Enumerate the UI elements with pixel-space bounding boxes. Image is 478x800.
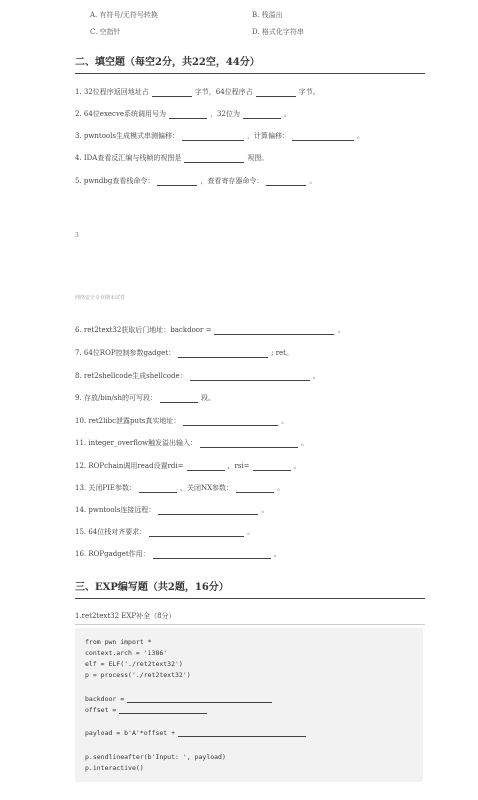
question-6-end: 。 xyxy=(337,326,345,334)
code-line-payload-text: payload = b'A'*offset + xyxy=(85,729,176,737)
option-c: C. 空指针 xyxy=(90,27,121,36)
question-5 xyxy=(75,176,435,186)
code-line-3: elf = ELF('./ret2text32') xyxy=(85,660,183,668)
code-backdoor-blank[interactable] xyxy=(127,696,272,703)
option-a: A. 有符号/无符号转换 xyxy=(90,10,158,19)
running-header: 网络安全专业期末试卷 xyxy=(75,295,126,301)
code-line-payload xyxy=(85,729,306,737)
question-15-blank-1[interactable] xyxy=(149,529,244,537)
choice-options xyxy=(90,6,390,40)
question-13-mid: ，关闭NX参数： xyxy=(179,484,234,492)
question-4-text: 4. IDA查看反汇编与栈帧的视图是 xyxy=(75,154,182,162)
question-3-text: 3. pwntools生成模式串测偏移： xyxy=(75,132,179,140)
question-4-end: 视图。 xyxy=(247,154,269,162)
question-7 xyxy=(75,348,435,358)
question-12 xyxy=(75,461,435,471)
question-13-blank-1[interactable] xyxy=(139,485,177,493)
question-7-text: 7. 64位ROP控制参数gadget： xyxy=(75,349,176,357)
options-row-1 xyxy=(90,6,390,23)
question-2-text: 2. 64位execve系统调用号为 xyxy=(75,110,167,118)
question-6-text: 6. ret2text32获取后门地址：backdoor = xyxy=(75,326,212,334)
question-8 xyxy=(75,371,435,381)
code-line-interactive: p.interactive() xyxy=(85,764,144,772)
question-15-text: 15. 64位栈对齐要求： xyxy=(75,528,147,536)
question-9-blank-1[interactable] xyxy=(160,395,198,403)
question-10 xyxy=(75,416,435,426)
question-2-blank-1[interactable] xyxy=(169,111,207,119)
question-1-blank-2[interactable] xyxy=(256,89,296,97)
code-offset-blank[interactable] xyxy=(119,707,207,714)
question-10-text: 10. ret2libc泄露puts真实地址： xyxy=(75,417,181,425)
code-line-4: p = process('./ret2text32') xyxy=(85,671,191,679)
question-13-end: 。 xyxy=(277,484,285,492)
question-1-mid: 字节，64位程序占 xyxy=(194,88,253,96)
code-line-offset xyxy=(85,706,207,714)
question-5-text: 5. pwndbg查看栈命令： xyxy=(75,177,155,185)
question-9-end: 段。 xyxy=(200,394,215,402)
question-6-blank-1[interactable] xyxy=(214,327,334,335)
option-b: B. 栈溢出 xyxy=(252,10,283,19)
question-2 xyxy=(75,109,435,119)
question-13 xyxy=(75,483,435,493)
question-9-text: 9. 存放/bin/sh的可写段： xyxy=(75,394,157,402)
code-line-backdoor-text: backdoor = xyxy=(85,695,125,703)
question-10-end: 。 xyxy=(281,417,289,425)
question-1-end: 字节。 xyxy=(298,88,320,96)
question-12-blank-2[interactable] xyxy=(253,463,291,471)
code-payload-blank[interactable] xyxy=(178,730,306,737)
question-11 xyxy=(75,438,435,448)
question-6 xyxy=(75,325,435,335)
code-line-send: p.sendlineafter(b'Input: ', payload) xyxy=(85,753,226,761)
code-line-1: from pwn import * xyxy=(85,638,152,646)
page-number: 3 xyxy=(75,232,79,239)
section-exp-title: 三、EXP编写题（共2题，16分） xyxy=(75,578,425,599)
question-5-blank-1[interactable] xyxy=(157,178,197,186)
question-8-blank-1[interactable] xyxy=(190,373,310,381)
question-16 xyxy=(75,549,435,559)
question-16-end: 。 xyxy=(273,550,281,558)
question-14 xyxy=(75,505,435,515)
question-13-text: 13. 关闭PIE参数： xyxy=(75,484,136,492)
question-2-end: 。 xyxy=(283,110,291,118)
question-4-blank-1[interactable] xyxy=(184,155,244,163)
question-1-blank-1[interactable] xyxy=(152,89,192,97)
question-12-mid: ，rsi= xyxy=(227,462,250,470)
option-d: D. 格式化字符串 xyxy=(252,27,304,36)
question-12-end: 。 xyxy=(293,462,301,470)
question-5-end: 。 xyxy=(309,177,317,185)
question-4 xyxy=(75,153,435,163)
question-5-blank-2[interactable] xyxy=(266,178,306,186)
question-3 xyxy=(75,131,435,141)
question-16-blank-1[interactable] xyxy=(153,551,271,559)
question-8-text: 8. ret2shellcode生成shellcode： xyxy=(75,372,187,380)
question-14-end: 。 xyxy=(261,506,269,514)
question-10-blank-1[interactable] xyxy=(183,418,278,426)
section-fill-blank-title: 二、填空题（每空2分，共22空，44分） xyxy=(75,53,425,74)
question-15 xyxy=(75,527,435,537)
question-2-blank-2[interactable] xyxy=(243,111,281,119)
options-row-2 xyxy=(90,23,390,40)
question-1-text: 1. 32位程序返回地址占 xyxy=(75,88,149,96)
question-13-blank-2[interactable] xyxy=(236,485,274,493)
question-3-end: 。 xyxy=(356,132,364,140)
question-11-text: 11. integer_overflow触发溢出输入： xyxy=(75,439,198,447)
question-1 xyxy=(75,87,435,97)
question-7-blank-1[interactable] xyxy=(178,350,268,358)
question-14-blank-1[interactable] xyxy=(158,507,258,515)
exp-question-1-title: 1.ret2text32 EXP补全（8分） xyxy=(75,611,425,625)
question-15-end: 。 xyxy=(247,528,255,536)
question-3-mid: ，计算偏移： xyxy=(246,132,289,140)
question-16-text: 16. ROPgadget作用： xyxy=(75,550,150,558)
question-3-blank-1[interactable] xyxy=(182,133,244,141)
question-12-text: 12. ROPchain调用read设置rdi= xyxy=(75,462,184,470)
code-line-offset-text: offset = xyxy=(85,706,117,714)
code-line-backdoor xyxy=(85,695,272,703)
question-5-mid: ，查看寄存器命令： xyxy=(200,177,264,185)
question-11-end: 。 xyxy=(301,439,309,447)
question-3-blank-2[interactable] xyxy=(292,133,354,141)
question-2-mid: ，32位为 xyxy=(210,110,240,118)
question-7-end: ; ret。 xyxy=(271,349,293,357)
code-line-2: context.arch = 'i386' xyxy=(85,649,168,657)
question-11-blank-1[interactable] xyxy=(200,440,298,448)
question-9 xyxy=(75,393,435,403)
question-14-text: 14. pwntools连接远程： xyxy=(75,506,156,514)
question-12-blank-1[interactable] xyxy=(187,463,225,471)
question-8-end: 。 xyxy=(312,372,320,380)
code-block xyxy=(75,628,423,782)
